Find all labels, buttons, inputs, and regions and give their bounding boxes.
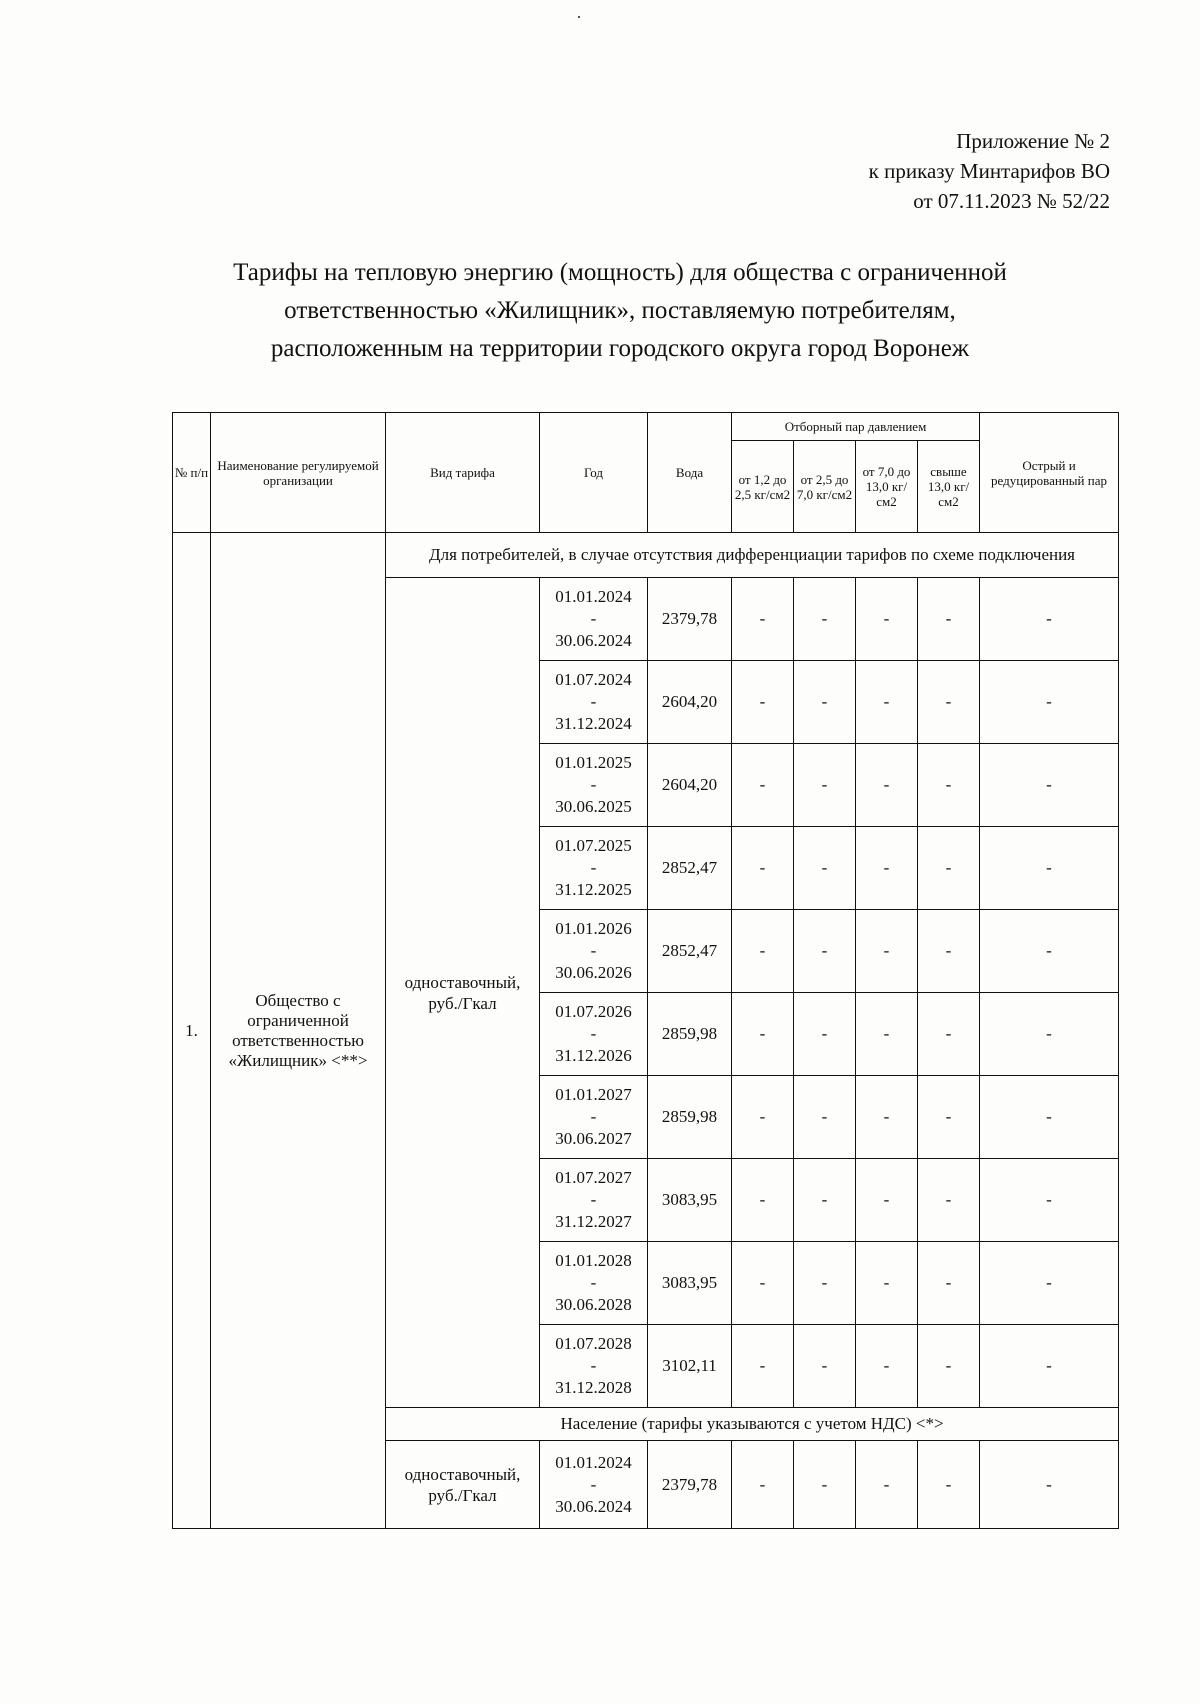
dash-cell: - <box>732 578 794 661</box>
dash-cell: - <box>732 661 794 744</box>
period-sep: - <box>590 941 597 960</box>
water-value: 2379,78 <box>648 578 732 661</box>
header-water: Вода <box>648 413 732 533</box>
dash-cell: - <box>794 910 856 993</box>
dash-cell: - <box>732 1325 794 1408</box>
dash-cell: - <box>918 910 980 993</box>
dash-cell: - <box>980 1159 1119 1242</box>
period-to: 31.12.2025 <box>555 880 632 899</box>
period-cell <box>540 744 648 827</box>
period-cell <box>540 827 648 910</box>
dash-cell: - <box>794 1325 856 1408</box>
water-value: 2852,47 <box>648 910 732 993</box>
water-value: 3102,11 <box>648 1325 732 1408</box>
water-value: 2859,98 <box>648 1076 732 1159</box>
appendix-reference <box>869 126 1110 216</box>
dash-cell: - <box>856 1441 918 1529</box>
dash-cell: - <box>856 993 918 1076</box>
period-from: 01.01.2024 <box>555 587 632 606</box>
period-from: 01.01.2028 <box>555 1251 632 1270</box>
dash-cell: - <box>732 744 794 827</box>
title-line: Тарифы на тепловую энергию (мощность) для общества с ограниченной <box>233 259 1007 286</box>
dash-cell: - <box>794 578 856 661</box>
water-value: 2604,20 <box>648 661 732 744</box>
period-sep: - <box>590 1024 597 1043</box>
period-from: 01.07.2026 <box>555 1002 632 1021</box>
period-from: 01.07.2028 <box>555 1334 632 1353</box>
dash-cell: - <box>918 661 980 744</box>
dash-cell: - <box>918 578 980 661</box>
period-from: 01.01.2024 <box>555 1452 632 1472</box>
water-value: 3083,95 <box>648 1159 732 1242</box>
dash-cell: - <box>794 744 856 827</box>
period-to: 31.12.2027 <box>555 1212 632 1231</box>
header-pressure-1: от 1,2 до 2,5 кг/см2 <box>732 441 794 533</box>
dash-cell: - <box>794 1076 856 1159</box>
period-to: 30.06.2028 <box>555 1295 632 1314</box>
water-value: 3083,95 <box>648 1242 732 1325</box>
header-org: Наименование регулируемой организации <box>211 413 386 533</box>
dash-cell: - <box>980 1325 1119 1408</box>
water-value: 2604,20 <box>648 744 732 827</box>
dash-cell: - <box>794 1441 856 1529</box>
appendix-line: Приложение № 2 <box>956 129 1110 153</box>
dash-cell: - <box>732 1159 794 1242</box>
dash-cell: - <box>732 1076 794 1159</box>
period-sep: - <box>590 775 597 794</box>
period-cell <box>540 1242 648 1325</box>
dash-cell: - <box>980 578 1119 661</box>
appendix-line: к приказу Минтарифов ВО <box>868 159 1110 183</box>
dash-cell: - <box>980 993 1119 1076</box>
dash-cell: - <box>918 993 980 1076</box>
dash-cell: - <box>732 827 794 910</box>
dash-cell: - <box>918 827 980 910</box>
dash-cell: - <box>732 910 794 993</box>
dash-cell: - <box>856 661 918 744</box>
dash-cell: - <box>794 1242 856 1325</box>
dash-cell: - <box>732 993 794 1076</box>
dash-cell: - <box>794 827 856 910</box>
period-cell <box>540 1159 648 1242</box>
dash-cell: - <box>980 744 1119 827</box>
header-pressure-4: свыше 13,0 кг/см2 <box>918 441 980 533</box>
period-to: 30.06.2027 <box>555 1129 632 1148</box>
period-to: 31.12.2028 <box>555 1378 632 1397</box>
dash-cell: - <box>980 910 1119 993</box>
period-to: 30.06.2026 <box>555 963 632 982</box>
header-steam-group: Отборный пар давлением <box>732 413 980 441</box>
period-to: 31.12.2024 <box>555 714 632 733</box>
period-cell <box>540 910 648 993</box>
period-sep: - <box>590 609 597 628</box>
period-sep: - <box>590 1273 597 1292</box>
period-to: 31.12.2026 <box>555 1046 632 1065</box>
title-line: ответственностью «Жилищник», поставляемую потребителям, <box>284 297 956 324</box>
dash-cell: - <box>732 1242 794 1325</box>
row-number: 1. <box>173 533 211 1529</box>
section-population: Население (тарифы указываются с учетом НДС) <*> <box>386 1408 1119 1441</box>
header-tariff-type: Вид тарифа <box>386 413 540 533</box>
period-cell <box>540 578 648 661</box>
tariff-table <box>172 412 1119 1529</box>
period-to: 30.06.2024 <box>555 631 632 650</box>
dash-cell: - <box>856 744 918 827</box>
period-cell <box>540 1441 648 1529</box>
dash-cell: - <box>856 827 918 910</box>
dash-cell: - <box>794 1159 856 1242</box>
appendix-line: от 07.11.2023 № 52/22 <box>913 189 1110 213</box>
tariff-type: одноставочный, руб./Гкал <box>386 1441 540 1529</box>
header-pressure-3: от 7,0 до 13,0 кг/см2 <box>856 441 918 533</box>
period-sep: - <box>590 1190 597 1209</box>
header-sharp-steam: Острый и редуцированный пар <box>980 413 1119 533</box>
period-cell <box>540 661 648 744</box>
dash-cell: - <box>856 578 918 661</box>
header-year: Год <box>540 413 648 533</box>
organization-name: Общество с ограниченной ответственностью «Жилищник» <**> <box>211 533 386 1529</box>
period-to: 30.06.2025 <box>555 797 632 816</box>
dash-cell: - <box>918 744 980 827</box>
dash-cell: - <box>856 1242 918 1325</box>
dash-cell: - <box>794 661 856 744</box>
dash-cell: - <box>918 1159 980 1242</box>
tariff-type: одноставочный, руб./Гкал <box>386 578 540 1408</box>
dash-cell: - <box>980 661 1119 744</box>
dash-cell: - <box>856 1159 918 1242</box>
period-sep: - <box>590 1107 597 1126</box>
period-from: 01.07.2025 <box>555 836 632 855</box>
period-from: 01.07.2027 <box>555 1168 632 1187</box>
dash-cell: - <box>918 1242 980 1325</box>
water-value: 2852,47 <box>648 827 732 910</box>
period-sep: - <box>590 858 597 877</box>
document-title <box>160 254 1080 368</box>
period-from: 01.01.2027 <box>555 1085 632 1104</box>
dash-cell: - <box>918 1076 980 1159</box>
period-from: 01.07.2024 <box>555 670 632 689</box>
header-pressure-2: от 2,5 до 7,0 кг/см2 <box>794 441 856 533</box>
period-from: 01.01.2025 <box>555 753 632 772</box>
dash-cell: - <box>856 910 918 993</box>
dash-cell: - <box>856 1076 918 1159</box>
dash-cell: - <box>980 1441 1119 1529</box>
dash-cell: - <box>980 1076 1119 1159</box>
dash-cell: - <box>918 1441 980 1529</box>
dash-cell: - <box>856 1325 918 1408</box>
period-from: 01.01.2026 <box>555 919 632 938</box>
dash-cell: - <box>980 1242 1119 1325</box>
period-sep: - <box>590 692 597 711</box>
period-cell <box>540 1076 648 1159</box>
period-sep: - <box>590 1356 597 1375</box>
dash-cell: - <box>918 1325 980 1408</box>
water-value: 2379,78 <box>648 1441 732 1529</box>
header-num: № п/п <box>173 413 211 533</box>
dash-cell: - <box>980 827 1119 910</box>
period-cell <box>540 993 648 1076</box>
section-general: Для потребителей, в случае отсутствия дифференциации тарифов по схеме подключения <box>386 533 1119 578</box>
scan-speck <box>578 16 580 18</box>
period-to: 30.06.2024 <box>555 1496 632 1516</box>
title-line: расположенным на территории городского округа город Воронеж <box>270 335 970 362</box>
dash-cell: - <box>794 993 856 1076</box>
water-value: 2859,98 <box>648 993 732 1076</box>
period-sep: - <box>590 1474 597 1494</box>
dash-cell: - <box>732 1441 794 1529</box>
period-cell <box>540 1325 648 1408</box>
